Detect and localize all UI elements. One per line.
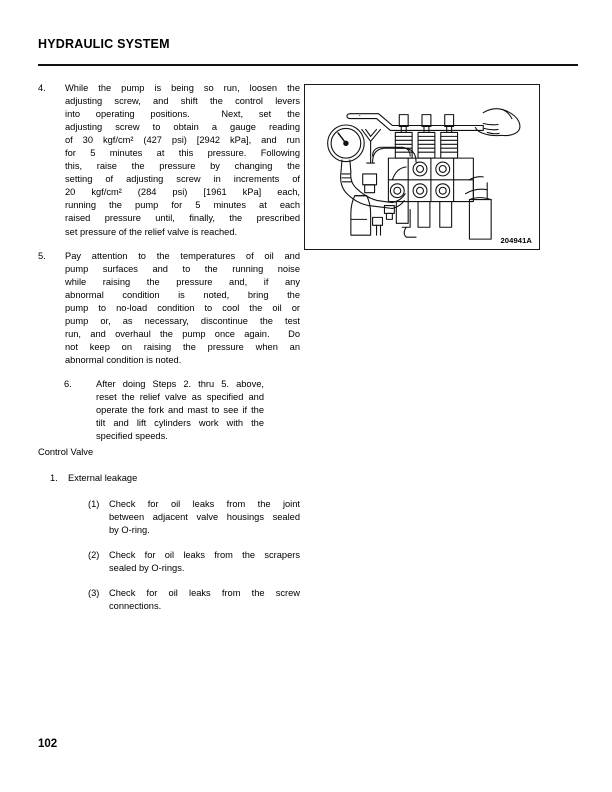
list-item-marker: 6.: [64, 378, 72, 389]
hand-on-lever-icon: [475, 109, 520, 136]
text-line: set pressure of the relief valve is reached.: [65, 226, 238, 237]
text-line: Pay attention to the temperatures of oil and: [65, 250, 300, 261]
text-line: by O-ring.: [109, 525, 150, 536]
text-line: between adjacent valve housings sealed: [109, 512, 300, 523]
text-line: pump surfaces and to the running noise: [65, 263, 300, 274]
list-item-marker: (3): [88, 588, 100, 599]
text-line: tilt and lift cylinders work with the: [96, 418, 264, 429]
pressure-gauge-icon: [328, 125, 378, 206]
list-item-body: [109, 587, 300, 613]
list-item: [38, 250, 300, 367]
figure-box: [304, 84, 540, 250]
text-line: Check for oil leaks from the screw: [109, 588, 300, 599]
header-divider: [38, 64, 578, 66]
list-item: [38, 82, 300, 239]
valve-body: [388, 158, 473, 201]
list-item: [38, 549, 300, 575]
list-item-marker: 5.: [38, 250, 46, 261]
bracket-icon: [362, 129, 381, 163]
text-line: reset the relief valve as specified and: [96, 392, 264, 403]
list-item-marker: 1.: [50, 473, 58, 483]
text-line: this, raise the pressure by changing the: [65, 161, 300, 172]
list-item-body: [65, 82, 300, 239]
control-valve-numbered-list: [38, 472, 300, 496]
right-cylinder: [465, 177, 491, 239]
lower-fittings: [373, 202, 452, 238]
list-item-body: [109, 498, 300, 537]
valve-spools: [395, 115, 457, 158]
text-line: abnormal condition is noted.: [65, 354, 182, 365]
list-item-body: [65, 250, 300, 367]
text-line: abnormal condition is noted, bring the: [65, 289, 300, 300]
text-line: sealed by O-rings.: [109, 563, 185, 574]
text-line: 20 kgf/cm² (284 psi) [1961 kPa] each,: [65, 187, 300, 198]
page-header: [38, 38, 578, 52]
text-line: into operating positions. Next, set the: [65, 109, 300, 120]
text-line: pump or, as necessary, discontinue the test: [65, 315, 300, 326]
list-item-marker: (2): [88, 550, 100, 561]
text-line: running the pump for 5 minutes at each: [65, 200, 300, 211]
text-line: raised pressure until, finally, the prescribed: [65, 213, 300, 224]
text-line: not keep on raising the pressure when an: [65, 341, 300, 352]
text-line: connections.: [109, 601, 162, 612]
text-line: of 30 kgf/cm² (427 psi) [2942 kPa], and run: [65, 135, 300, 146]
list-item: [38, 472, 300, 485]
list-item-body: [96, 378, 264, 443]
list-item: [64, 378, 264, 443]
text-line: adjusting screw to obtain a gauge reading: [65, 122, 300, 133]
text-line: adjusting screw, and shift the control levers: [65, 96, 300, 107]
text-line: run, and overhaul the pump once again. Do: [65, 328, 300, 339]
list-item-body: [109, 549, 300, 575]
text-line: setting of adjusting screw in increments of: [65, 174, 300, 185]
figure-id-label: 204941A: [500, 236, 532, 245]
text-line: After doing Steps 2. thru 5. above,: [96, 378, 264, 389]
list-item: [38, 587, 300, 613]
list-item-marker: 4.: [38, 83, 46, 93]
control-valve-illustration: [305, 85, 539, 249]
text-line: for 5 minutes at this pressure. Following: [65, 148, 300, 159]
lever-bar: [347, 114, 483, 131]
section-heading-control-valve: Control Valve: [38, 447, 94, 457]
text-line: specified speeds.: [96, 431, 168, 442]
list-item: [38, 498, 300, 537]
text-line: External leakage: [68, 473, 138, 483]
text-line: while raising the pressure and, if any: [65, 276, 300, 287]
control-valve-check-list: [38, 498, 300, 625]
list-item-body: [68, 472, 300, 485]
list-item-marker: (1): [88, 499, 100, 509]
text-line: pump to no-load condition to cool the oil or: [65, 302, 300, 313]
text-line: Check for oil leaks from the scrapers: [109, 550, 300, 561]
page-title: HYDRAULIC SYSTEM: [38, 37, 170, 51]
page-number: 102: [38, 738, 58, 750]
text-line: Check for oil leaks from the joint: [109, 499, 300, 509]
procedure-text-column: [38, 82, 300, 454]
text-line: While the pump is being so run, loosen the: [65, 83, 300, 93]
text-line: operate the fork and mast to see if the: [96, 405, 264, 416]
